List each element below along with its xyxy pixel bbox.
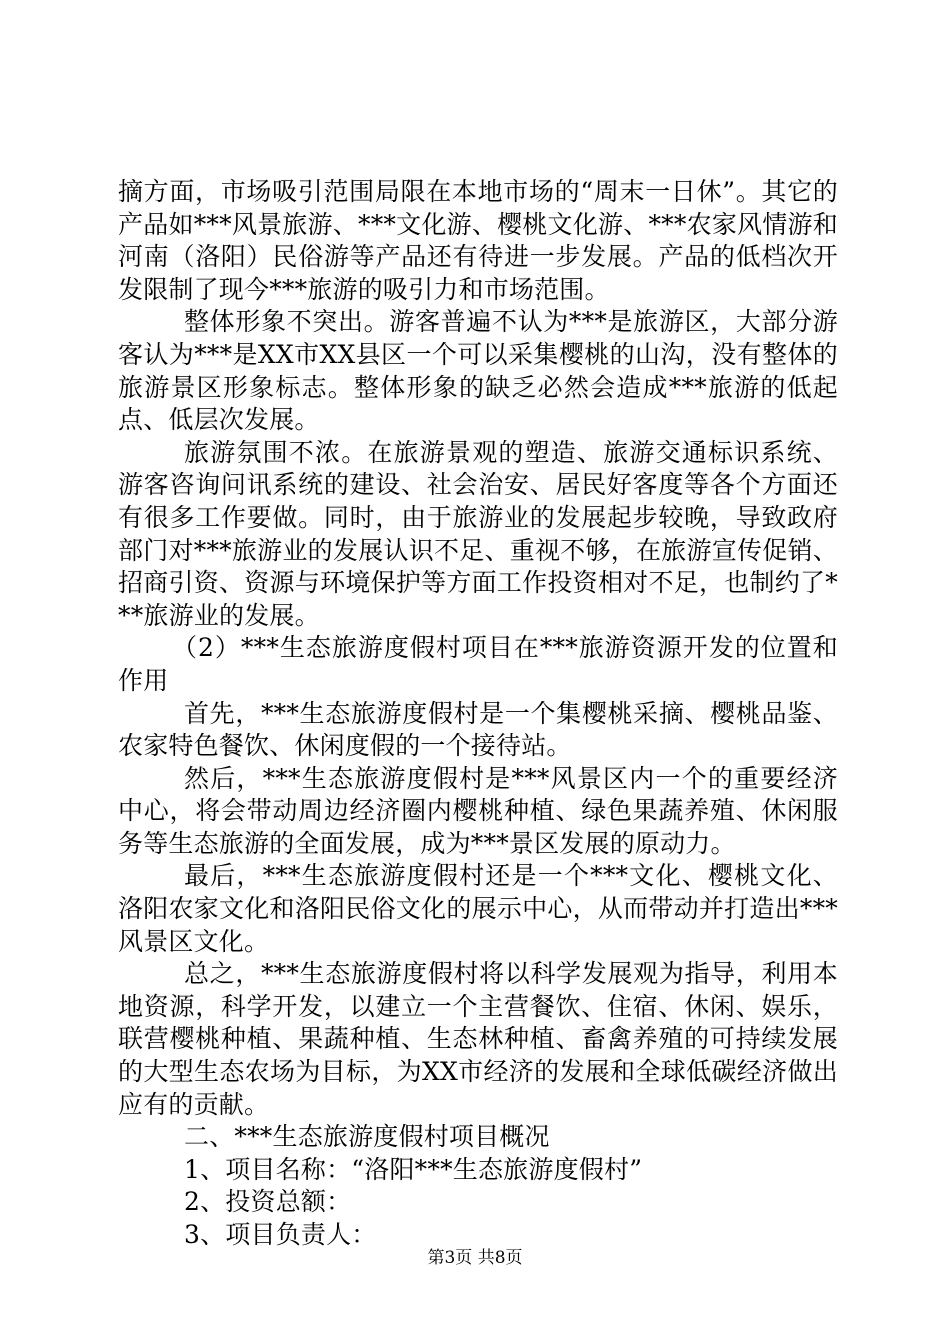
page-number-footer: 第3页 共8页: [427, 1248, 523, 1268]
paragraph-market-scope: 摘方面，市场吸引范围局限在本地市场的“周末一日休”。其它的产品如***风景旅游、***文化游、樱桃文化游、***农家风情游和河南（洛阳）民俗游等产品还有待进一步发展。产品的低档次开发限制了现今***旅游的吸引力和市场范围。: [118, 177, 838, 304]
paragraph-tourism-atmosphere: 旅游氛围不浓。在旅游景观的塑造、旅游交通标识系统、游客咨询问讯系统的建设、社会治安、居民好客度等各个方面还有很多工作要做。同时，由于旅游业的发展起步较晚，导致政府部门对***旅游业的发展认识不足、重视不够，在旅游宣传促销、招商引资、资源与环境保护等方面工作投资相对不足，也制约了***旅游业的发展。: [118, 437, 838, 630]
paragraph-overall-image: 整体形象不突出。游客普遍不认为***是旅游区，大部分游客认为***是XX市XX县区一个可以采集樱桃的山沟，没有整体的旅游景区形象标志。整体形象的缺乏必然会造成***旅游的低起点、低层次发展。: [118, 307, 838, 435]
paragraph-then: 然后，***生态旅游度假村是***风景区内一个的重要经济中心，将会带动周边经济圈内樱桃种植、绿色果蔬养殖、休闲服务等生态旅游的全面发展，成为***景区发展的原动力。: [118, 763, 838, 858]
paragraph-first: 首先，***生态旅游度假村是一个集樱桃采摘、樱桃品鉴、农家特色餐饮、休闲度假的一个接待站。: [118, 698, 838, 761]
list-item-project-name: 1、项目名称：“洛阳***生态旅游度假村”: [184, 1154, 643, 1184]
section-heading-project-overview: 二、***生态旅游度假村项目概况: [184, 1122, 550, 1152]
list-item-project-leader: 3、项目负责人：: [184, 1220, 377, 1249]
document-body: [118, 176, 838, 1252]
list-item-total-investment: 2、投资总额：: [184, 1187, 352, 1217]
paragraph-in-summary: 总之，***生态旅游度假村将以科学发展观为指导，利用本地资源，科学开发，以建立一个主营餐饮、住宿、休闲、娱乐，联营樱桃种植、果蔬种植、生态林种植、畜禽养殖的可持续发展的大型生态农场为目标，为XX市经济的发展和全球低碳经济做出应有的贡献。: [118, 959, 838, 1119]
section-heading-position-role: （2）***生态旅游度假村项目在***旅游资源开发的位置和作用: [118, 633, 838, 695]
paragraph-finally: 最后，***生态旅游度假村还是一个***文化、樱桃文化、洛阳农家文化和洛阳民俗文化的展示中心，从而带动并打造出***风景区文化。: [118, 861, 838, 956]
